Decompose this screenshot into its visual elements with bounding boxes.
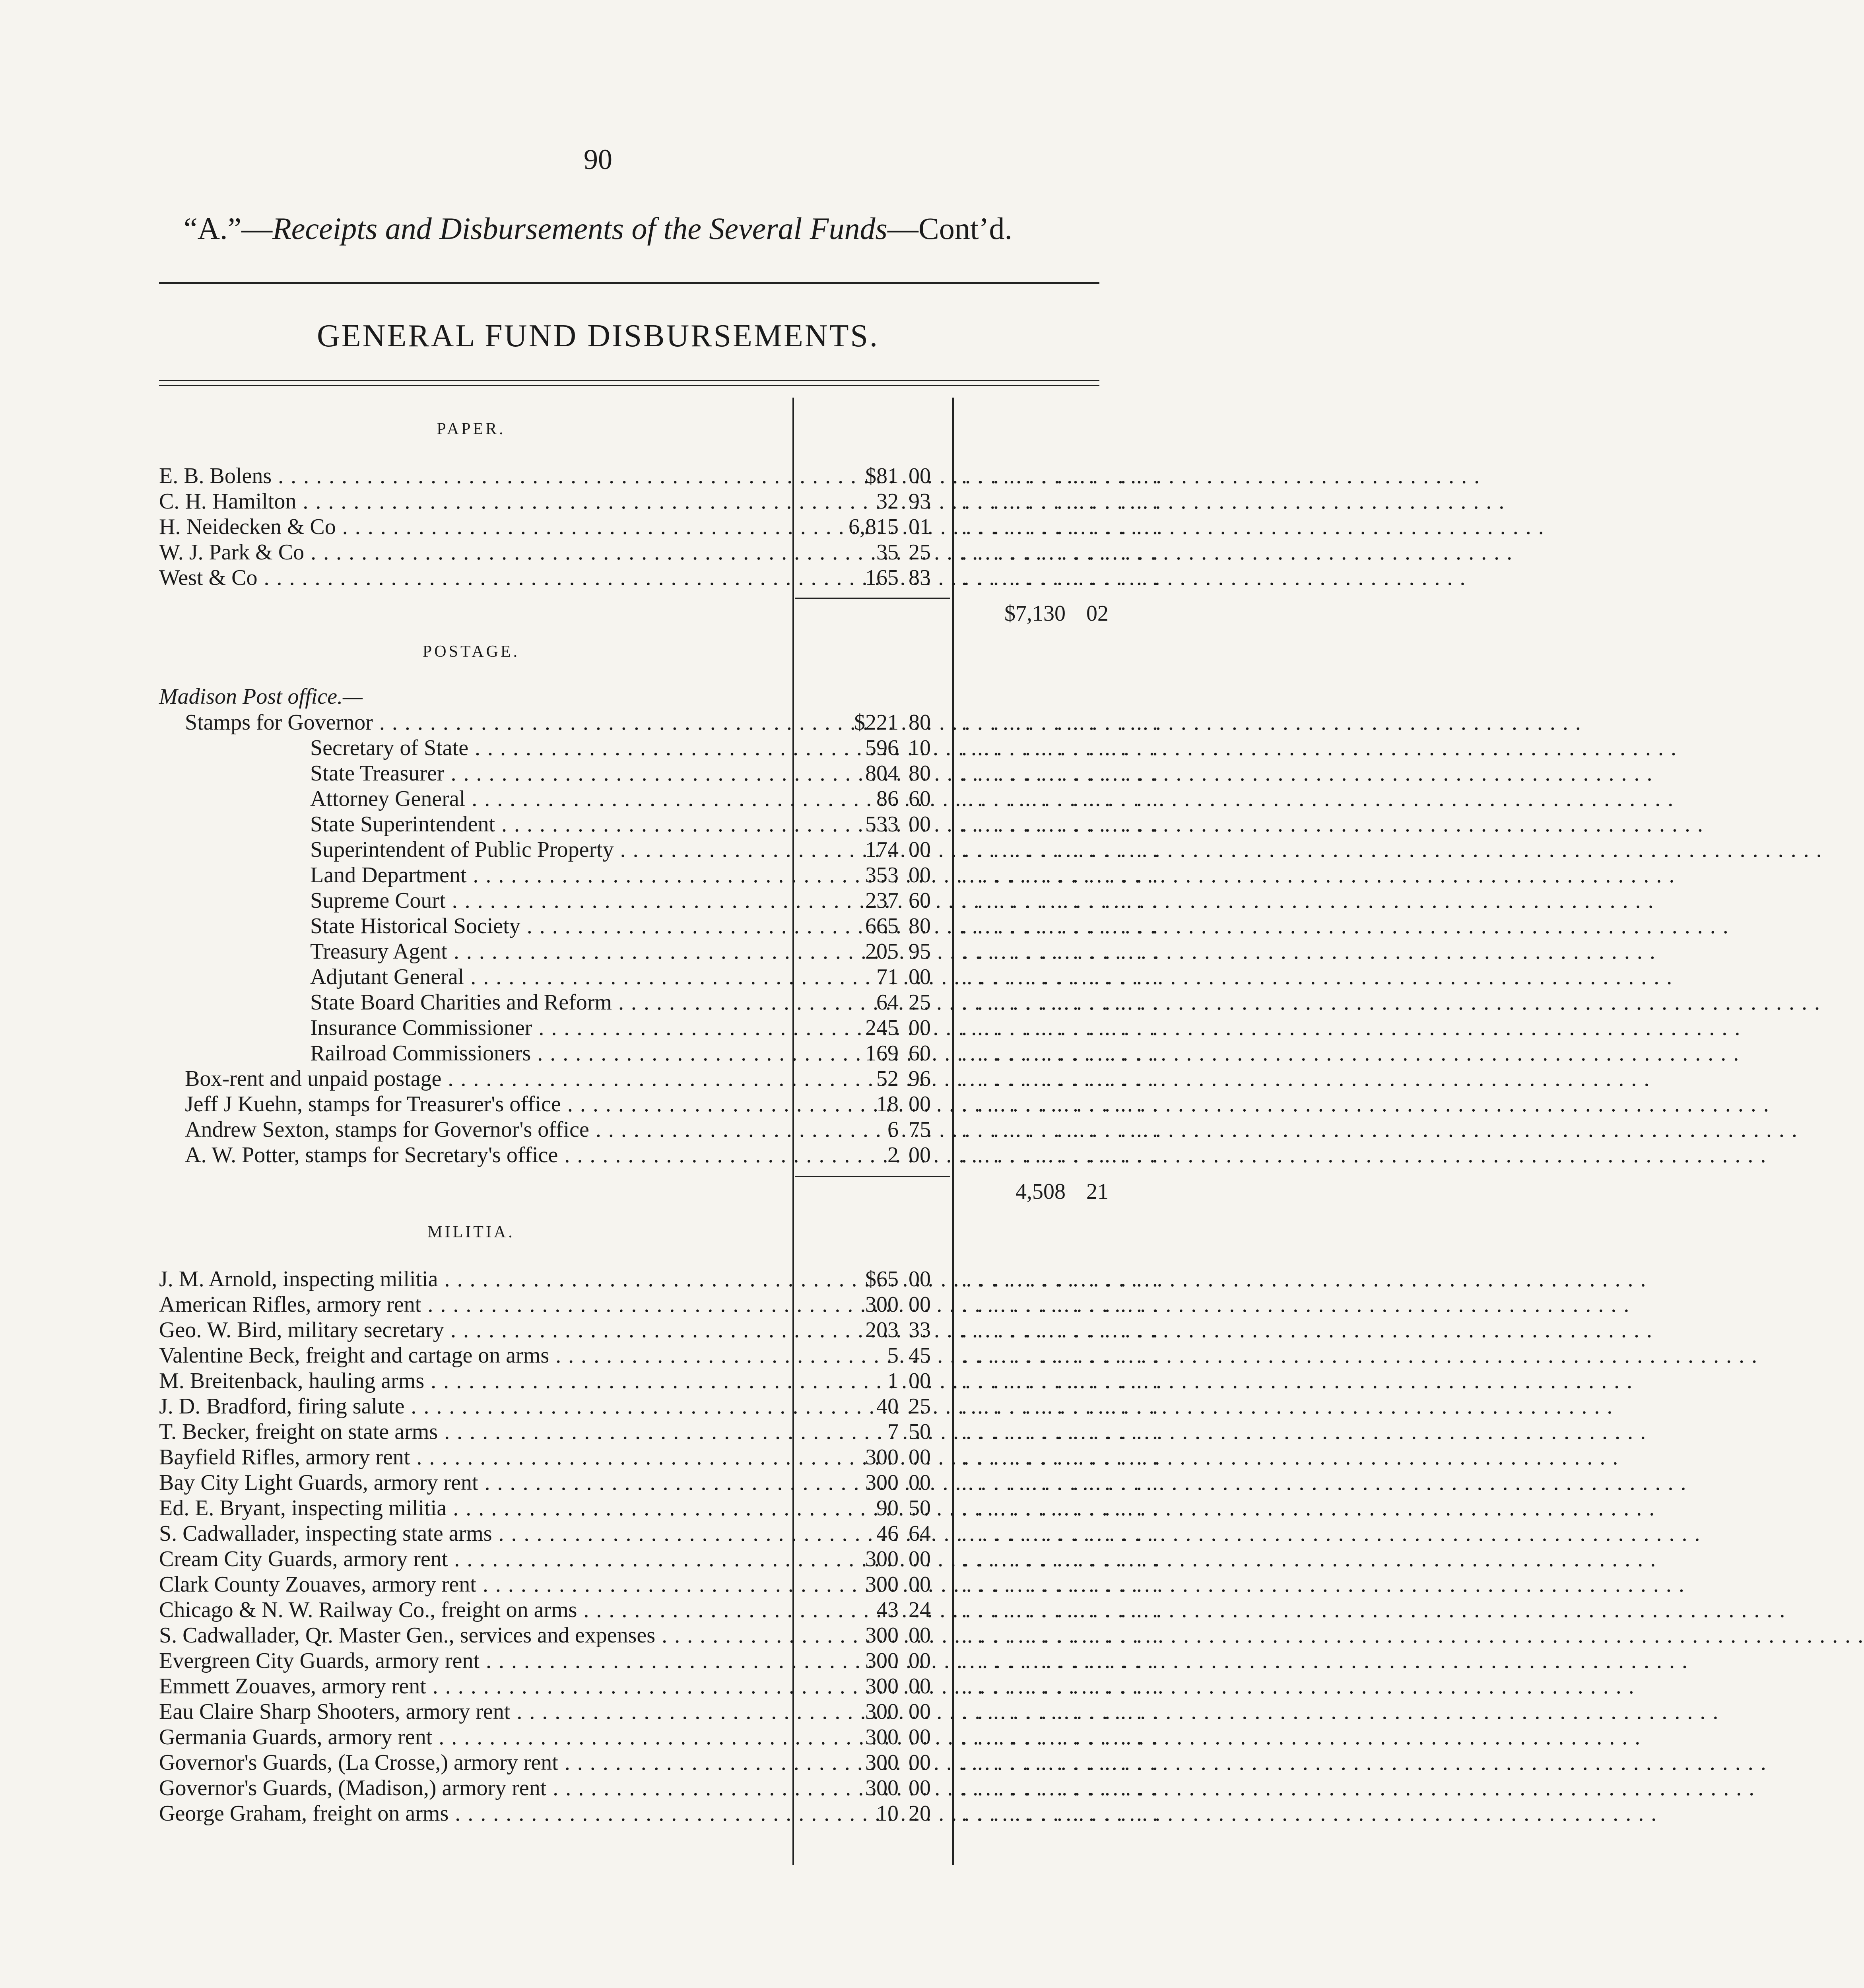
postage-row [0,761,1196,786]
postage-row-label: Superintendent of Public Property . . . [310,837,781,862]
postage-row-cents: 00 [909,1092,931,1116]
postage-row-label: State Superintendent . . . [310,812,781,837]
paper-row-leader: . . . . . . . . . . . . . [961,540,1160,565]
militia-row [0,1546,1196,1572]
militia-row-dollars: 300 [865,1623,899,1648]
postage-row-dollars: 533 [865,812,899,837]
militia-row-leader: . . . . . . . . . . . . . [961,1394,1160,1419]
postage-row [0,1117,1196,1142]
postage-row-cents: 95 [909,939,931,964]
postage-row [0,862,1196,888]
militia-row-leader: . . . . . . . . . . . . . [961,1445,1160,1470]
militia-row-dollars: 300 [865,1699,899,1724]
postage-total-rule [795,1176,950,1177]
title-rule [159,282,1099,284]
paper-row [0,514,1196,540]
militia-row-label: Bay City Light Guards, armory rent . . . [159,1470,781,1495]
postage-row-cents: 80 [909,761,931,786]
table-top-rule-1 [159,380,1099,381]
militia-row [0,1317,1196,1343]
militia-row-leader: . . . . . . . . . . . . . [961,1419,1160,1444]
militia-row-leader: . . . . . . . . . . . . . [961,1674,1160,1699]
militia-row-dollars: 203 [865,1318,899,1342]
paper-row-label: E. B. Bolens . . . [159,463,781,489]
paper-row-dollars: 165 [865,565,899,590]
postage-row-leader: . . . . . . . . . . . . . [961,1015,1160,1040]
postage-row-leader: . . . . . . . . . . . . . [961,1117,1160,1142]
paper-row-leader: . . . . . . . . . . . . . [961,464,1160,488]
postage-row-dollars: 174 [865,837,899,862]
militia-row-cents: 00 [909,1470,931,1495]
paper-row-label: W. J. Park & Co . . . [159,540,781,565]
postage-row [0,939,1196,964]
table-top-rule-2 [159,385,1099,386]
militia-row-label: Evergreen City Guards, armory rent . . . [159,1648,781,1673]
paper-row-cents: 83 [909,565,931,590]
postage-row-label: State Historical Society . . . [310,913,781,939]
militia-row-label: American Rifles, armory rent . . . [159,1292,781,1317]
militia-row-leader: . . . . . . . . . . . . . [961,1267,1160,1291]
militia-row [0,1292,1196,1317]
postage-row-cents: 10 [909,736,931,760]
militia-row-dollars: 5 [887,1343,899,1368]
militia-row-cents: 00 [909,1674,931,1699]
postage-row [0,735,1196,761]
paper-row-cents: 25 [909,540,931,565]
militia-row-dollars: 300 [865,1776,899,1800]
militia-row-leader: . . . . . . . . . . . . . [961,1623,1160,1648]
militia-row-label: S. Cadwallader, inspecting state arms . . . [159,1521,781,1546]
postage-row [0,913,1196,939]
militia-row-dollars: 40 [876,1394,899,1419]
postage-row-leader: . . . . . . . . . . . . . [961,786,1160,811]
postage-row-dollars: 64 [876,990,899,1015]
militia-row-label: Geo. W. Bird, military secretary . . . [159,1317,781,1343]
postage-row-cents: 80 [909,914,931,938]
militia-row-cents: 00 [909,1292,931,1317]
postage-row-label: Box-rent and unpaid postage . . . [185,1066,781,1091]
militia-row-cents: 24 [909,1598,931,1622]
postage-row-leader: . . . . . . . . . . . . . [961,914,1160,938]
militia-row-dollars: 7 [887,1419,899,1444]
paper-row [0,540,1196,565]
postage-row-cents: 00 [909,863,931,887]
postage-row-dollars: 71 [876,965,899,989]
militia-row-cents: 45 [909,1343,931,1368]
postage-row-dollars: 169 [865,1041,899,1066]
militia-row-cents: 00 [909,1369,931,1393]
postage-row [0,710,1196,735]
paper-row-dollars: 35 [876,540,899,565]
militia-row-label: Clark County Zouaves, armory rent . . . [159,1572,781,1597]
militia-row-leader: . . . . . . . . . . . . . [961,1343,1160,1368]
militia-row-dollars: 300 [865,1445,899,1470]
militia-row-label: S. Cadwallader, Qr. Master Gen., services and expenses . . . [159,1623,781,1648]
militia-row [0,1394,1196,1419]
militia-row-cents: 20 [909,1801,931,1826]
paper-row-dollars: $81 [865,464,899,488]
paper-total [958,601,1109,626]
postage-row-cents: 80 [909,710,931,735]
postage-row-dollars: 596 [865,736,899,760]
militia-row-label: Cream City Guards, armory rent . . . [159,1546,781,1572]
militia-row-cents: 00 [909,1648,931,1673]
militia-row-label: M. Breitenback, hauling arms . . . [159,1368,781,1394]
page-number: 90 [584,144,612,175]
militia-row-label: J. D. Bradford, firing salute . . . [159,1394,781,1419]
militia-row [0,1266,1196,1292]
postage-row [0,1066,1196,1091]
militia-row-dollars: 1 [887,1369,899,1393]
postage-row-dollars: 2 [887,1143,899,1167]
militia-row-cents: 00 [909,1750,931,1775]
postage-row-leader: . . . . . . . . . . . . . [961,990,1160,1015]
militia-row-cents: 25 [909,1394,931,1419]
running-title-prefix: “A.”— [184,211,273,246]
militia-row-cents: 00 [909,1623,931,1648]
postage-row-cents: 25 [909,990,931,1015]
militia-row [0,1521,1196,1546]
militia-row [0,1495,1196,1521]
postage-row [0,812,1196,837]
paper-row-leader: . . . . . . . . . . . . . [961,489,1160,514]
militia-row-leader: . . . . . . . . . . . . . [961,1547,1160,1571]
postage-row-label: Land Department . . . [310,862,781,888]
postage-row-cents: 60 [909,1041,931,1066]
militia-row-cents: 00 [909,1267,931,1291]
postage-row [0,990,1196,1015]
postage-row-label: Secretary of State . . . [310,735,781,761]
militia-row-dollars: 300 [865,1725,899,1749]
paper-row-label: West & Co . . . [159,565,781,590]
militia-heading: MILITIA. [427,1223,515,1241]
militia-row-leader: . . . . . . . . . . . . . [961,1318,1160,1342]
militia-row-cents: 50 [909,1496,931,1520]
militia-row-leader: . . . . . . . . . . . . . [961,1369,1160,1393]
postage-row [0,786,1196,812]
postage-row-dollars: 18 [876,1092,899,1116]
militia-row-dollars: 300 [865,1750,899,1775]
paper-row-leader: . . . . . . . . . . . . . [961,514,1160,539]
militia-row-leader: . . . . . . . . . . . . . [961,1776,1160,1800]
militia-row [0,1801,1196,1826]
postage-group-heading: Madison Post office.— [159,684,363,709]
postage-row-leader: . . . . . . . . . . . . . [961,1066,1160,1091]
postage-row [0,1015,1196,1041]
paper-row [0,489,1196,514]
postage-row-leader: . . . . . . . . . . . . . [961,939,1160,964]
postage-row-cents: 00 [909,812,931,837]
militia-row-label: Ed. E. Bryant, inspecting militia . . . [159,1495,781,1521]
postage-total-dollars: 4,508 [1015,1179,1066,1204]
postage-heading: POSTAGE. [422,643,520,661]
militia-row [0,1470,1196,1495]
militia-row-label: Valentine Beck, freight and cartage on arms . . . [159,1343,781,1368]
militia-row-dollars: 300 [865,1470,899,1495]
postage-row-cents: 00 [909,965,931,989]
postage-row-label: Supreme Court . . . [310,888,781,913]
paper-row [0,565,1196,590]
postage-row-label: A. W. Potter, stamps for Secretary's office . . . [185,1142,781,1168]
militia-row-cents: 50 [909,1419,931,1444]
militia-row [0,1699,1196,1724]
postage-row-label: State Treasurer . . . [310,761,781,786]
postage-row-dollars: 237 [865,888,899,913]
militia-row-leader: . . . . . . . . . . . . . [961,1521,1160,1546]
militia-row [0,1597,1196,1623]
paper-row-dollars: 32 [876,489,899,514]
postage-row-label: Stamps for Governor . . . [185,710,781,735]
paper-row-label: C. H. Hamilton . . . [159,489,781,514]
militia-row-leader: . . . . . . . . . . . . . [961,1750,1160,1775]
militia-row-cents: 33 [909,1318,931,1342]
postage-row-dollars: 205 [865,939,899,964]
postage-row-leader: . . . . . . . . . . . . . [961,761,1160,786]
militia-row-dollars: 300 [865,1674,899,1699]
militia-row-cents: 00 [909,1445,931,1470]
postage-row-leader: . . . . . . . . . . . . . [961,812,1160,837]
militia-row-label: J. M. Arnold, inspecting militia . . . [159,1266,781,1292]
militia-row-dollars: 10 [876,1801,899,1826]
postage-row-dollars: 353 [865,863,899,887]
militia-row-cents: 00 [909,1547,931,1571]
militia-row-dollars: 43 [876,1598,899,1622]
militia-row [0,1775,1196,1801]
militia-row [0,1724,1196,1750]
militia-row-cents: 00 [909,1572,931,1597]
postage-row-cents: 96 [909,1066,931,1091]
militia-row-cents: 64 [909,1521,931,1546]
militia-row-dollars: $65 [865,1267,899,1291]
running-title-suffix: —Cont’d. [887,211,1012,246]
postage-row-leader: . . . . . . . . . . . . . [961,710,1160,735]
paper-row-cents: 93 [909,489,931,514]
paper-total-cents: 02 [1086,601,1109,626]
postage-row-label: Treasury Agent . . . [310,939,781,964]
militia-row-dollars: 300 [865,1292,899,1317]
militia-row-label: Eau Claire Sharp Shooters, armory rent . . . [159,1699,781,1724]
postage-total [958,1179,1109,1204]
postage-row-cents: 00 [909,837,931,862]
militia-row [0,1648,1196,1673]
paper-total-rule [795,598,950,599]
militia-row-dollars: 300 [865,1648,899,1673]
postage-total-cents: 21 [1086,1179,1109,1204]
postage-row-dollars: $221 [854,710,899,735]
militia-row-label: Governor's Guards, (La Crosse,) armory rent . . . [159,1750,781,1775]
paper-heading: PAPER. [437,420,506,438]
postage-row-dollars: 6 [887,1117,899,1142]
postage-row-label: Jeff J Kuehn, stamps for Treasurer's office . . . [185,1091,781,1117]
postage-row [0,1142,1196,1168]
militia-row-label: T. Becker, freight on state arms . . . [159,1419,781,1444]
postage-row [0,888,1196,913]
postage-row-leader: . . . . . . . . . . . . . [961,888,1160,913]
postage-row-label: Attorney General . . . [310,786,781,812]
postage-row-leader: . . . . . . . . . . . . . [961,1092,1160,1116]
postage-row-leader: . . . . . . . . . . . . . [961,837,1160,862]
militia-row-label: Germania Guards, armory rent . . . [159,1724,781,1750]
postage-row [0,837,1196,862]
militia-row-leader: . . . . . . . . . . . . . [961,1572,1160,1597]
militia-row-label: Governor's Guards, (Madison,) armory rent . . . [159,1775,781,1801]
postage-row-dollars: 804 [865,761,899,786]
militia-row-label: George Graham, freight on arms . . . [159,1801,781,1826]
militia-row-cents: 00 [909,1699,931,1724]
militia-row-dollars: 300 [865,1572,899,1597]
paper-total-dollars: $7,130 [1004,601,1066,626]
postage-row-leader: . . . . . . . . . . . . . [961,965,1160,989]
postage-row [0,964,1196,990]
postage-row-label: Insurance Commissioner . . . [310,1015,781,1041]
postage-row-label: Railroad Commissioners . . . [310,1041,781,1066]
militia-row [0,1343,1196,1368]
postage-row-leader: . . . . . . . . . . . . . [961,863,1160,887]
militia-row [0,1572,1196,1597]
militia-row [0,1750,1196,1775]
militia-row [0,1623,1196,1648]
postage-row-cents: 75 [909,1117,931,1142]
running-title [0,211,1196,247]
postage-row-cents: 00 [909,1143,931,1167]
militia-row-label: Chicago & N. W. Railway Co., freight on arms . . . [159,1597,781,1623]
militia-row-leader: . . . . . . . . . . . . . [961,1699,1160,1724]
militia-row-leader: . . . . . . . . . . . . . [961,1801,1160,1826]
militia-row-label: Emmett Zouaves, armory rent . . . [159,1673,781,1699]
militia-row-dollars: 90 [876,1496,899,1520]
militia-row-dollars: 300 [865,1547,899,1571]
militia-row-leader: . . . . . . . . . . . . . [961,1292,1160,1317]
militia-row-dollars: 46 [876,1521,899,1546]
paper-row-label: H. Neidecken & Co . . . [159,514,781,540]
militia-row-leader: . . . . . . . . . . . . . [961,1648,1160,1673]
militia-row-leader: . . . . . . . . . . . . . [961,1598,1160,1622]
postage-row-leader: . . . . . . . . . . . . . [961,736,1160,760]
militia-row-leader: . . . . . . . . . . . . . [961,1470,1160,1495]
militia-row [0,1419,1196,1444]
paper-row [0,463,1196,489]
postage-row-cents: 60 [909,888,931,913]
paper-row-dollars: 6,815 [849,514,899,539]
postage-row-cents: 60 [909,786,931,811]
militia-row [0,1368,1196,1394]
postage-row-leader: . . . . . . . . . . . . . [961,1041,1160,1066]
postage-row-label: State Board Charities and Reform . . . [310,990,781,1015]
paper-row-cents: 00 [909,464,931,488]
postage-row-dollars: 86 [876,786,899,811]
postage-row [0,1091,1196,1117]
militia-row-cents: 00 [909,1776,931,1800]
postage-row [0,1041,1196,1066]
paper-row-leader: . . . . . . . . . . . . . [961,565,1160,590]
postage-row-label: Adjutant General . . . [310,964,781,990]
militia-row [0,1444,1196,1470]
militia-row-label: Bayfield Rifles, armory rent . . . [159,1444,781,1470]
postage-row-cents: 00 [909,1015,931,1040]
militia-row-cents: 00 [909,1725,931,1749]
running-title-italic: Receipts and Disbursements of the Several Funds [272,211,887,246]
militia-row [0,1673,1196,1699]
postage-row-dollars: 665 [865,914,899,938]
militia-row-leader: . . . . . . . . . . . . . [961,1496,1160,1520]
postage-row-leader: . . . . . . . . . . . . . [961,1143,1160,1167]
militia-row-leader: . . . . . . . . . . . . . [961,1725,1160,1749]
postage-row-dollars: 245 [865,1015,899,1040]
postage-row-dollars: 52 [876,1066,899,1091]
paper-row-cents: 01 [909,514,931,539]
section-title: GENERAL FUND DISBURSEMENTS. [316,318,879,353]
postage-row-label: Andrew Sexton, stamps for Governor's office . . . [185,1117,781,1142]
